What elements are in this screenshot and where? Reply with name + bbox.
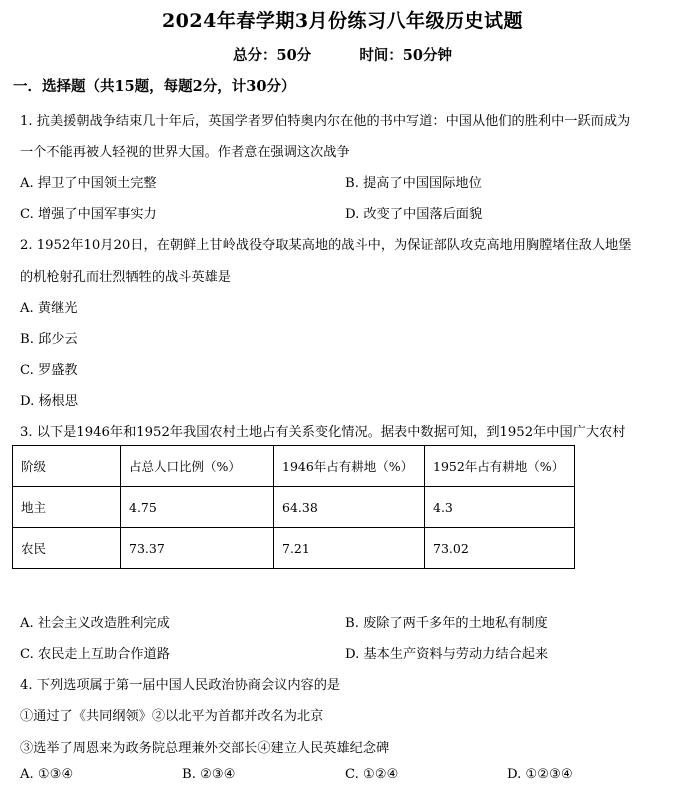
page-title: 2024年春学期3月份练习八年级历史试题 bbox=[161, 10, 524, 32]
table-cell: 农民 bbox=[13, 528, 121, 569]
land-ownership-table bbox=[12, 445, 575, 569]
q4-option-a[interactable]: A. ①③④ bbox=[20, 767, 74, 782]
table-cell: 4.3 bbox=[425, 487, 575, 528]
q4-option-b[interactable]: B. ②③④ bbox=[182, 767, 236, 782]
q4-stem-line-3: ③选举了周恩来为政务院总理兼外交部长④建立人民英雄纪念碑 bbox=[20, 741, 390, 756]
table-cell: 地主 bbox=[13, 487, 121, 528]
table-header-cell: 1946年占有耕地（%） bbox=[274, 446, 425, 487]
q1-option-d[interactable]: D. 改变了中国落后面貌 bbox=[345, 207, 483, 222]
table-header-cell: 1952年占有耕地（%） bbox=[425, 446, 575, 487]
q1-option-a[interactable]: A. 捍卫了中国领土完整 bbox=[20, 176, 157, 191]
exam-time: 时间：50分钟 bbox=[359, 47, 452, 64]
q3-option-c[interactable]: C. 农民走上互助合作道路 bbox=[20, 647, 170, 662]
table-row bbox=[13, 487, 575, 528]
q3-option-d[interactable]: D. 基本生产资料与劳动力结合起来 bbox=[345, 647, 549, 662]
table-cell: 73.02 bbox=[425, 528, 575, 569]
total-score: 总分：50分 bbox=[233, 47, 312, 64]
table-cell: 73.37 bbox=[121, 528, 274, 569]
q3-option-b[interactable]: B. 废除了两千多年的土地私有制度 bbox=[345, 616, 548, 631]
q2-option-d[interactable]: D. 杨根思 bbox=[20, 394, 79, 409]
q4-stem-line-2: ①通过了《共同纲领》②以北平为首都并改名为北京 bbox=[20, 709, 324, 724]
table-row bbox=[13, 528, 575, 569]
q4-option-d[interactable]: D. ①②③④ bbox=[507, 767, 573, 782]
table-cell: 4.75 bbox=[121, 487, 274, 528]
q4-stem-line-1: 4. 下列选项属于第一届中国人民政治协商会议内容的是 bbox=[20, 678, 341, 693]
table-cell: 7.21 bbox=[274, 528, 425, 569]
section-title: 一．选择题（共15题，每题2分，计30分） bbox=[13, 78, 296, 95]
table-header-cell: 占总人口比例（%） bbox=[121, 446, 274, 487]
q2-option-c[interactable]: C. 罗盛教 bbox=[20, 363, 78, 378]
q3-option-a[interactable]: A. 社会主义改造胜利完成 bbox=[20, 616, 170, 631]
q2-option-a[interactable]: A. 黄继光 bbox=[20, 301, 78, 316]
q1-stem-line-2: 一个不能再被人轻视的世界大国。作者意在强调这次战争 bbox=[20, 145, 350, 160]
q2-stem-line-2: 的机枪射孔而壮烈牺牲的战斗英雄是 bbox=[20, 270, 231, 285]
q3-stem-line-1: 3. 以下是1946年和1952年我国农村土地占有关系变化情况。据表中数据可知，到1952年中国广大农村 bbox=[20, 425, 626, 440]
q1-stem-line-1: 1. 抗美援朝战争结束几十年后，英国学者罗伯特奥内尔在他的书中写道：中国从他们的胜利中一跃而成为 bbox=[20, 114, 631, 129]
table-header-row bbox=[13, 446, 575, 487]
q2-option-b[interactable]: B. 邱少云 bbox=[20, 332, 78, 347]
table-cell: 64.38 bbox=[274, 487, 425, 528]
q2-stem-line-1: 2. 1952年10月20日，在朝鲜上甘岭战役夺取某高地的战斗中，为保证部队攻克高地用胸膛堵住敌人地堡 bbox=[20, 238, 632, 253]
table-header-cell: 阶级 bbox=[13, 446, 121, 487]
q4-option-c[interactable]: C. ①②④ bbox=[345, 767, 399, 782]
q1-option-b[interactable]: B. 提高了中国国际地位 bbox=[345, 176, 482, 191]
q1-option-c[interactable]: C. 增强了中国军事实力 bbox=[20, 207, 157, 222]
score-info bbox=[0, 44, 685, 65]
